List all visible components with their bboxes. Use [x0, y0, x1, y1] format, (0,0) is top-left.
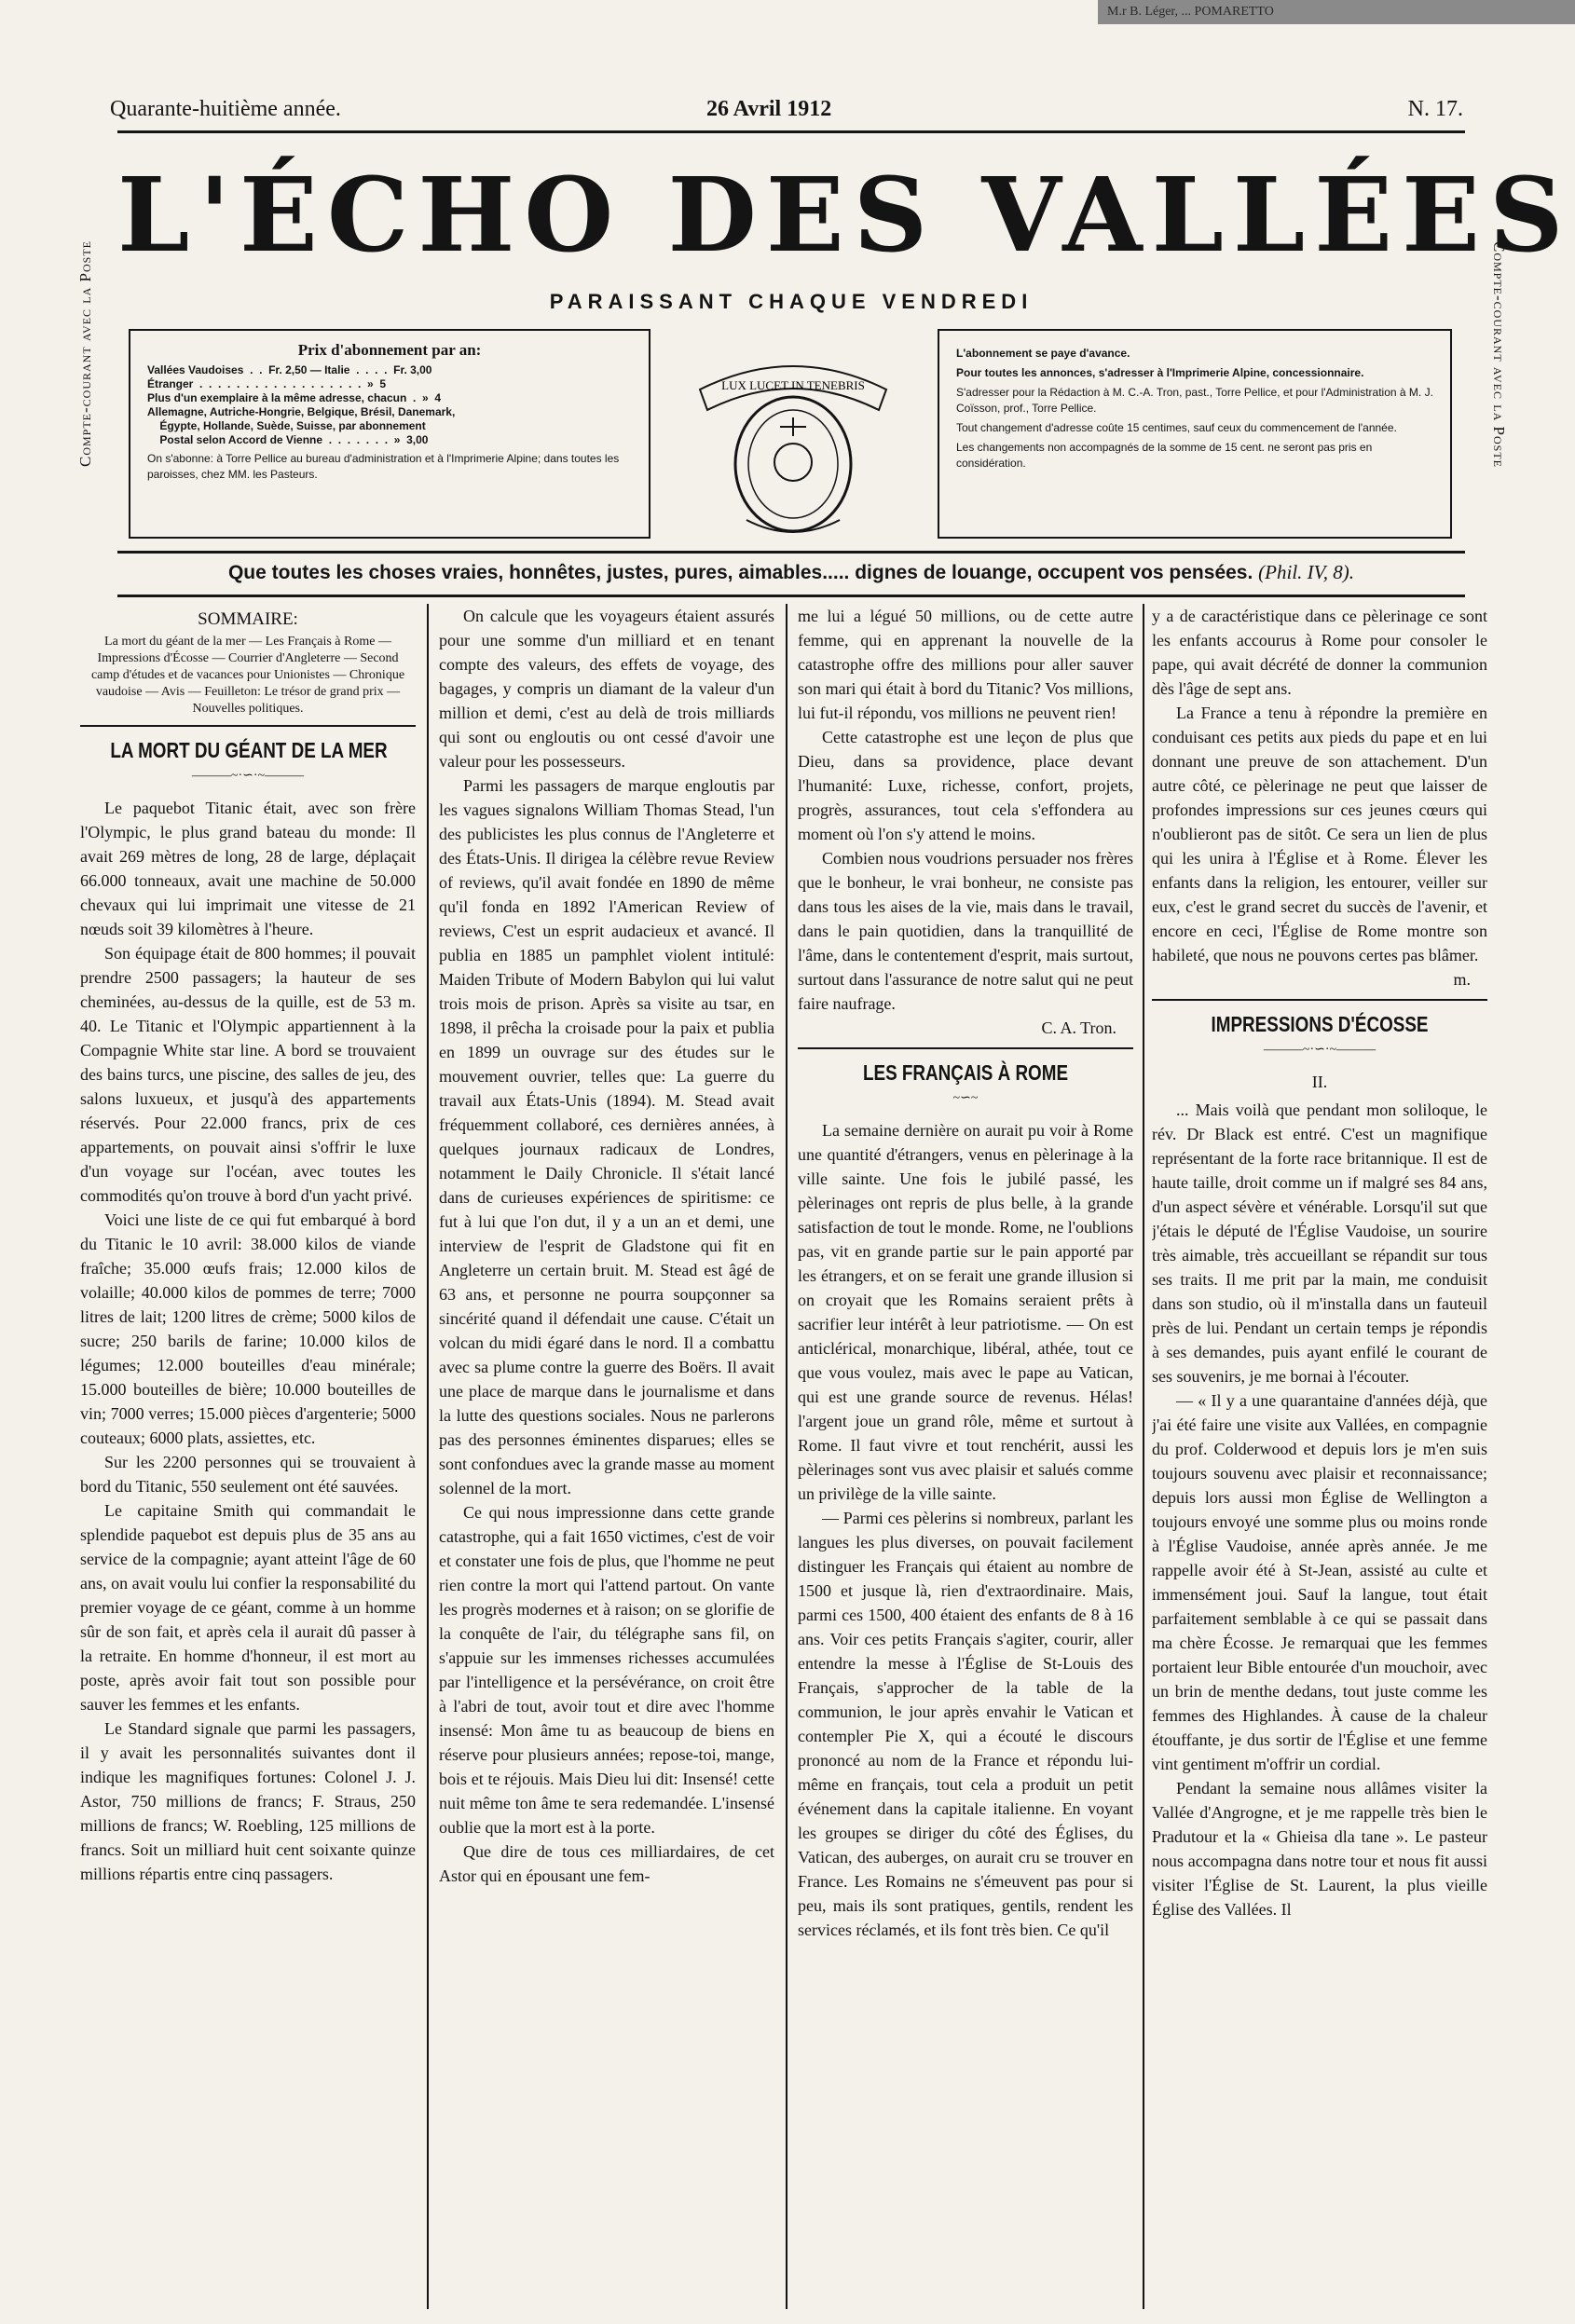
paragraph: Ce qui nous impressionne dans cette grande catastrophe, qui a fait 1650 victimes, c'est de voir et constater une fois de plus, que l'homme ne peut rien contre la mort qui l'attend partout. On vante les progrès modernes et à raison; on se glorifie de la conquête de l'air, du télégraphe sans fil, on s'appuie sur les immenses richesses accumulées par l'intelligence et la persévérance, on croit être à l'abri de tout, avoir tout et dire avec l'homme insensé: Mon âme tu as beaucoup de biens en réserve pour plusieurs années; repose-toi, mange, bois et te réjouis. Mais Dieu lui dit: Insensé! cette nuit même ton âme te sera redemandée. L'insensé oublie que la mort est à la porte. [439, 1503, 774, 1837]
column-rule [786, 604, 788, 2309]
column-2 [439, 604, 774, 2309]
paragraph: Le capitaine Smith qui commandait le splendide paquebot est depuis plus de 35 ans au service de la compagnie; ayant atteint l'âge de 60 ans, on avait voulu lui confier la responsabilité du premier voyage de ce géant, comme à un homme sûr de son fait, et après cela il aurait dû passer à la retraite. En homme d'honneur, il est mort au poste, après avoir fait tout son possible pour sauver les femmes et les enfants. [80, 1501, 416, 1714]
motto-text: Que toutes les choses vraies, honnêtes, justes, pures, aimables..... dignes de louange, occupent vos pensées. [227, 562, 1253, 583]
article-title: IMPRESSIONS D'ÉCOSSE [1211, 1012, 1429, 1036]
side-text-left: Compte-courant avec la Poste [76, 240, 94, 468]
paragraph: Parmi les passagers de marque engloutis par les vagues signalons William Thomas Stead, l'un des publicistes les plus connus de l'Angleterre et des États-Unis. Il dirigea la célèbre revue Review of reviews, qu'il avait fondée en 1890 de même qu'il fonda en 1892 l'American Review of reviews, C'est un esprit audacieux et avancé. Il publia en 1885 un pamphlet violent intitulé: Maiden Tribute of Modern Babylon qui lui valut trois mois de prison. Après sa visite au tsar, en 1898, il prêcha la croisade pour la paix et publia en 1899 un ouvrage sur des études sur le mouvement ouvrier, telles que: La guerre du travail aux États-Unis (1894). M. Stead avait fréquemment collaboré, ces dernières années, à quelques journaux radicaux de Londres, notamment le Daily Chronicle. Il s'était lancé dans de curieuses expériences de spiritisme: ce fut à lui que l'on dut, il y a un an et demi, une interview de l'esprit de Gladstone qui fit en Angleterre un certain bruit. M. Stead est âgé de 63 ans, et personne ne pourra soupçonner sa sincérité quand il défendait une cause. C'était un volcan du midi égaré dans le nord. Il a combattu avec sa plume contre la guerre des Boërs. Il avait une place de marque dans le journalisme et dans la lutte des questions sociales. Nous ne parlerons pas des personnes éminentes disparues; elles se sont confondues avec la grande masse au moment solennel de la mort. [439, 776, 774, 1497]
paragraph: La France a tenu à répondre la première en conduisant ces petits aux pieds du pape et en lui donnant une preuve de son attachement. D'un autre côté, ce pèlerinage ne peut que laisser de profondes impressions sur ces jeunes cœurs qui n'oublieront pas de sitôt. Ce sera un lien de plus qui les unira à l'Église et à Rome. Élever les enfants dans la religion, les entourer, veiller sur eux, c'est le grand secret du succès de l'avenir, et encore en ceci, l'Église de Rome montre son habileté, que nous ne pouvons certes pas blâmer. [1152, 704, 1487, 964]
emblem-seal [663, 324, 924, 548]
dateline [110, 97, 1463, 134]
paragraph: Combien nous voudrions persuader nos frères que le bonheur, le vrai bonheur, ne consiste pas dans tous les aises de la vie, mais dans le travail, dans le pain quotidien, dans la tranquillité de l'âme, dans le contentement d'esprit, mais surtout, surtout dans l'assurance de notre salut qui ne peut faire naufrage. [798, 849, 1133, 1013]
section-number: II. [1311, 1073, 1328, 1091]
price-row: Étranger . . . . . . . . . . . . . . . . . . » 5 [147, 377, 387, 390]
price-row: Allemagne, Autriche-Hongrie, Belgique, Brésil, Danemark, [147, 405, 456, 418]
newspaper-title: L'ÉCHO DES VALLÉES [117, 155, 1573, 275]
notice: S'adresser pour la Rédaction à M. C.-A. Tron, past., Torre Pellice, et pour l'Administration à M. J. Coïsson, prof., Torre Pellice. [956, 386, 1433, 415]
subscription-box [129, 329, 651, 539]
column-3 [798, 604, 1133, 2309]
column-1 [80, 604, 416, 2309]
notice: L'abonnement se paye d'avance. [956, 347, 1130, 360]
library-stamp: M.r B. Léger, ... POMARETTO [1098, 0, 1575, 24]
notice: Pour toutes les annonces, s'adresser à l'Imprimerie Alpine, concessionnaire. [956, 366, 1364, 379]
notices-box [938, 329, 1452, 539]
paragraph: Son équipage était de 800 hommes; il pouvait prendre 2500 passagers; la hauteur de ses cheminées, au-dessus de la quille, est de 53 m. 40. Le Titanic et l'Olympic appartiennent à la Compagnie White star line. A bord se trouvaient des bains turcs, une piscine, des salles de jeu, des salons luxueux, et jusqu'à des appartements réservés. Pour 22.000 francs, prix de ces appartements, on pouvait ainsi s'offrir le luxe d'un voyage sur l'océan, avec toutes les commodités qu'on trouve à bord d'un yacht privé. [80, 944, 416, 1205]
paragraph: — Parmi ces pèlerins si nombreux, parlant les langues les plus diverses, on pouvait facilement distinguer les Français qui étaient au nombre de 1500 et jusque là, rien d'extraordinaire. Mais, parmi ces 1500, 400 étaient des enfants de 8 à 16 ans. Voir ces petits Français s'agiter, courir, aller entendre la messe à l'Église de St-Louis des Français, s'approcher de la table de la communion, le jour après envahir le Vatican et contempler Pie X, qui a écouté le discours prononcé au nom de la France et répondu lui-même en français, tout cela a produit un petit événement dans la capitale italienne. En voyant les groupes se diriger du côté des Églises, du Vatican, des auberges, on aurait cru se trouver en France. Les Romains ne s'émeuvent pas pour si peu, mais ils sont pratiques, gentils, rendent les services réclamés, et ils font très bien. Ce qu'il [798, 1509, 1133, 1939]
paragraph: La semaine dernière on aurait pu voir à Rome une quantité d'étrangers, venus en pèlerinage à la ville sainte. Une fois le jubilé passé, les pèlerinages ont repris de plus belle, à la grande satisfaction de tout le monde. Rome, ne l'oublions pas, vit en grande partie sur le pain apporté par les étrangers, et on se ferait une grande illusion si on croyait que les Romains seraient prêts à sacrifier leur intérêt à leur patriotisme. — On est anticlérical, monarchique, libéral, athée, tout ce que vous voulez, mais avec le pape au Vatican, qui est une grande source de revenus. Hélas! l'argent joue un grand rôle, même et surtout à Rome. Il faut vivre et tout renchérit, aussi les pèlerinages sont vus avec plaisir et salués comme un privilège de la ville sainte. [798, 1121, 1133, 1503]
emblem-motto: LUX LUCET IN TENEBRIS [721, 378, 865, 392]
issue-number: N. 17. [1407, 97, 1463, 121]
notice: Tout changement d'adresse coûte 15 centimes, sauf ceux du commencement de l'année. [956, 421, 1397, 434]
paragraph: Pendant la semaine nous allâmes visiter la Vallée d'Angrogne, et je me rappelle très bien le Pradutour et la « Ghieisa dla tane ». Le pasteur nous accompagna dans notre tour et nous fit aussi visiter l'Église de St. Laurent, la plus vieille Église des Vallées. Il [1152, 1779, 1487, 1919]
price-row: Vallées Vaudoises . . Fr. 2,50 — Italie . . . . Fr. 3,00 [147, 363, 432, 376]
paragraph: Voici une liste de ce qui fut embarqué à bord du Titanic le 10 avril: 38.000 kilos de viande fraîche; 35.000 œufs frais; 12.000 kilos de volaille; 40.000 kilos de pommes de terre; 7000 litres de lait; 1200 litres de crème; 5000 kilos de sucre; 250 barils de farine; 10.000 kilos de légumes; 12.000 bouteilles d'eau minérale; 15.000 bouteilles de bière; 10.000 bouteilles de vin; 7000 verres; 15.000 pièces d'argenterie; 5000 couteaux; 6000 plats, assiettes, etc. [80, 1210, 416, 1447]
paragraph: ... Mais voilà que pendant mon soliloque, le rév. Dr Black est entré. C'est un magnifique représentant de la forte race britannique. Il est de haute taille, droit comme un if malgré ses 84 ans, d'un aspect sévère et vénérable. Lorsqu'il sut que j'étais le député de l'Église Vaudoise, un sourire très aimable, très accueillant se répandit sur tous ses traits. Il me prit par la main, me conduisit dans son studio, où il m'installa dans un fauteuil près de lui. Pendant un certain temps je répondis à ses demandes, puis ayant enfilé le courant de ses souvenirs, je me bornai à l'écouter. [1152, 1100, 1487, 1386]
article-separator [798, 1047, 1133, 1049]
motto-bar [117, 551, 1465, 597]
paragraph: me lui a légué 50 millions, ou de cette autre femme, qui en apprenant la nouvelle de la catastrophe offre des millions pour aller sauver son mari qui était à bord du Titanic? Vos millions, lui fut-il répondu, vos millions ne peuvent rien! [798, 607, 1133, 722]
newspaper-subtitle: PARAISSANT CHAQUE VENDREDI [549, 290, 1034, 313]
subscription-heading: Prix d'abonnement par an: [297, 341, 482, 359]
paragraph: Sur les 2200 personnes qui se trouvaient à bord du Titanic, 550 seulement ont été sauvées. [80, 1453, 416, 1496]
sommaire-text: La mort du géant de la mer — Les Français à Rome — Impressions d'Écosse — Courrier d'Angleterre — Second camp d'études et de vacances pour Unionistes — Chronique vaudoise — Avis — Feuilleton: Le trésor de grand prix — Nouvelles politiques. [80, 634, 416, 727]
paragraph: On calcule que les voyageurs étaient assurés pour une somme d'un milliard et en tenant compte des valeurs, des effets de voyage, des bagages, y compris un diamant de la valeur d'un million et demi, c'est au delà de trois milliards qui sont ou engloutis ou ont cessé d'avoir une valeur pour les possesseurs. [439, 607, 774, 771]
price-row: Postal selon Accord de Vienne . . . . . . . » 3,00 [147, 433, 429, 446]
motto-reference: (Phil. IV, 8). [1258, 561, 1355, 583]
ornament-divider: ———~·∽·~——— [191, 769, 305, 783]
article-title: LA MORT DU GÉANT DE LA MER [110, 738, 388, 762]
ornament-divider: ———~·∽·~——— [1263, 1043, 1376, 1057]
signature: m. [1453, 970, 1471, 989]
subscription-note: On s'abonne: à Torre Pellice au bureau d'administration et à l'Imprimerie Alpine; dans toutes les paroisses, chez MM. les Pasteurs. [147, 452, 620, 481]
issue-date: 26 Avril 1912 [706, 97, 832, 121]
year-label: Quarante-huitième année. [110, 97, 341, 121]
paragraph: y a de caractéristique dans ce pèlerinage ce sont les enfants accourus à Rome pour consoler le pape, qui avait décrété de donner la communion dès l'âge de sept ans. [1152, 607, 1487, 698]
sommaire-title: SOMMAIRE: [198, 609, 298, 629]
paragraph: Le paquebot Titanic était, avec son frère l'Olympic, le plus grand bateau du monde: Il avait 269 mètres de long, 28 de large, déplaçait 66.000 tonneaux, avait une machine de 50.000 chevaux qui lui imprimait une vitesse de 21 nœuds soit 39 kilomètres à l'heure. [80, 799, 416, 938]
paragraph: Cette catastrophe est une leçon de plus que Dieu, dans sa providence, place devant l'humanité: Luxe, richesse, confort, projets, progrès, assurances, tout cela s'effondera au moment où l'on s'y attend le moins. [798, 728, 1133, 843]
ornament-divider: ~∽~ [952, 1091, 979, 1105]
article-separator [1152, 999, 1487, 1001]
notice: Les changements non accompagnés de la somme de 15 cent. ne seront pas pris en considération. [956, 441, 1373, 470]
paragraph: Que dire de tous ces milliardaires, de cet Astor qui en épousant une fem- [439, 1842, 774, 1885]
column-rule [427, 604, 429, 2309]
price-row: Égypte, Hollande, Suède, Suisse, par abonnement [147, 419, 426, 432]
article-columns [80, 604, 1487, 2309]
paragraph: Le Standard signale que parmi les passagers, il y avait les personnalités suivantes dont il indique les magnifiques fortunes: Colonel J. J. Astor, 750 millions de francs; F. Straus, 250 millions de francs; W. Roebling, 125 millions de francs. Soit un milliard huit cent soixante quinze millions répartis entre cinq passagers. [80, 1719, 416, 1883]
price-row: Plus d'un exemplaire à la même adresse, chacun . » 4 [147, 391, 441, 404]
side-text-right: Compte-courant avec la Poste [1490, 240, 1508, 468]
signature: C. A. Tron. [1041, 1018, 1116, 1037]
article-title: LES FRANÇAIS À ROME [862, 1060, 1069, 1085]
column-4 [1152, 604, 1487, 2309]
column-rule [1143, 604, 1144, 2309]
paragraph: — « Il y a une quarantaine d'années déjà, que j'ai été faire une visite aux Vallées, en compagnie du prof. Colderwood et depuis lors je m'en suis toujours souvenu avec plaisir et reconnaissance; depuis lors aussi mon Église de Wellington a toujours envoyé une somme plus ou moins ronde à l'Église Vaudoise, année après année. Je me rappelle avoir été à St-Jean, assisté au culte et immensément joui. Sauf la langue, tout était parfaitement semblable à ce qui se passait dans ma chère Écosse. Je remarquai que les femmes portaient leur Bible entourée d'un mouchoir, avec un brin de menthe dedans, tout juste comme les femmes des Highlandes. À cause de la chaleur étouffante, je dus sortir de l'Église et une femme vint gentiment m'offrir un cordial. [1152, 1391, 1487, 1773]
